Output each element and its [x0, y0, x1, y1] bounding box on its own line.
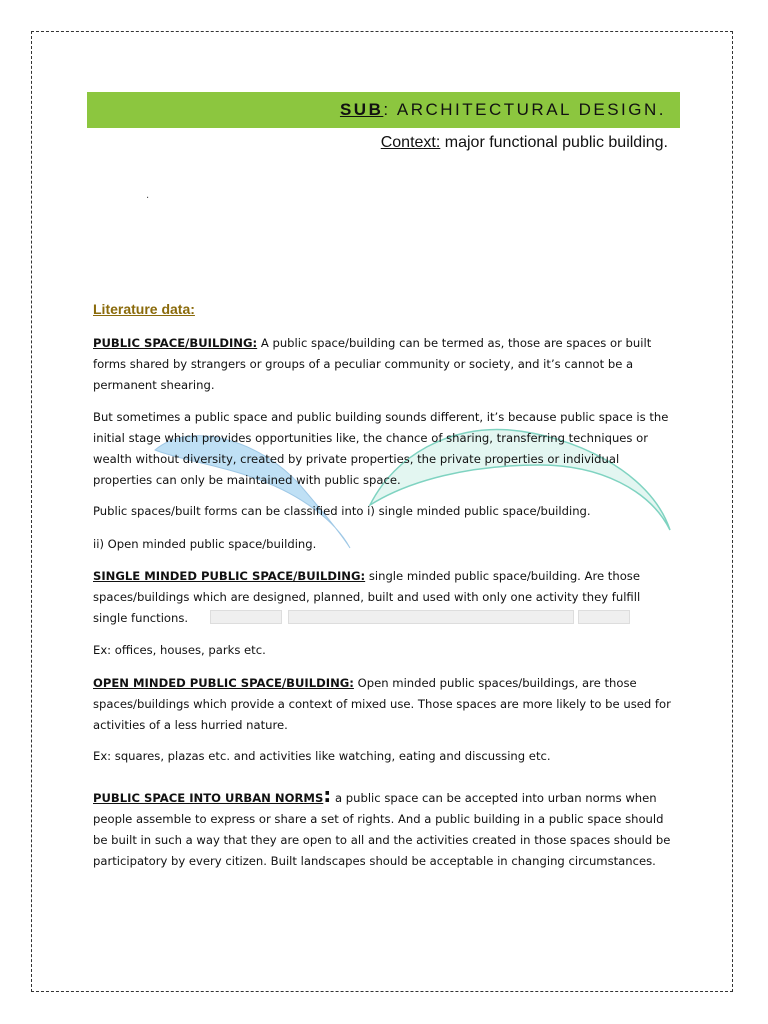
paragraph-text: A public space/building can be termed as, those are spaces or built forms shared by strangers or groups of a peculiar community or society, and it’s cannot be a permanent shearing. — [93, 336, 652, 392]
urban-norms-colon: : — [323, 783, 332, 807]
paragraph-example-single: Ex: offices, houses, parks etc. — [93, 643, 266, 657]
context-line — [381, 134, 668, 152]
subject-label: SUB — [339, 100, 384, 119]
paragraph-text: a public space can be accepted into urban norms when people assemble to express or share a set of rights. And a public building in a public space should be built in such a way that they are open to all and the activities created in those spaces should be participatory by every citizen. Built landscapes should be acceptable in changing circumstances. — [93, 791, 671, 868]
paragraph-classification: Public spaces/built forms can be classified into i) single minded public space/building. — [93, 504, 591, 518]
paragraph-open-minded-item: ii) Open minded public space/building. — [93, 537, 317, 551]
paragraph-text: Open minded public spaces/buildings, are those spaces/buildings which provide a context of mixed use. Those spaces are more likely to be used for activities of a less hurried nature. — [93, 676, 671, 732]
subject-banner — [87, 92, 680, 128]
subject-title — [340, 100, 666, 119]
paragraph-public-space — [93, 333, 673, 396]
term-open-minded: OPEN MINDED PUBLIC SPACE/BUILDING: — [93, 676, 354, 690]
term-urban-norms: PUBLIC SPACE INTO URBAN NORMS — [93, 791, 324, 805]
context-text: major functional public building. — [440, 134, 668, 151]
stray-dot: . — [146, 190, 150, 201]
term-public-space: PUBLIC SPACE/BUILDING: — [93, 336, 258, 350]
context-label: Context: — [380, 134, 441, 151]
paragraph-open-minded — [93, 673, 673, 736]
paragraph-difference: But sometimes a public space and public building sounds different, it’s because public space is the initial stage which provides opportunities like, the chance of sharing, transferring techniques or wealth without diversity, created by private properties, the private properties or individual properties can only be maintained with public space. — [93, 410, 669, 487]
paragraph-text: single minded public space/building. Are those spaces/buildings which are designed, planned, built and used with only one activity they fulfill single functions. — [93, 569, 641, 625]
paragraph-urban-norms — [93, 785, 673, 872]
paragraph-example-open: Ex: squares, plazas etc. and activities like watching, eating and discussing etc. — [93, 749, 551, 763]
paragraph-single-minded — [93, 566, 673, 629]
literature-heading: Literature data: — [93, 301, 195, 317]
term-single-minded: SINGLE MINDED PUBLIC SPACE/BUILDING: — [93, 569, 366, 583]
subject-name: : ARCHITECTURAL DESIGN. — [383, 100, 666, 119]
